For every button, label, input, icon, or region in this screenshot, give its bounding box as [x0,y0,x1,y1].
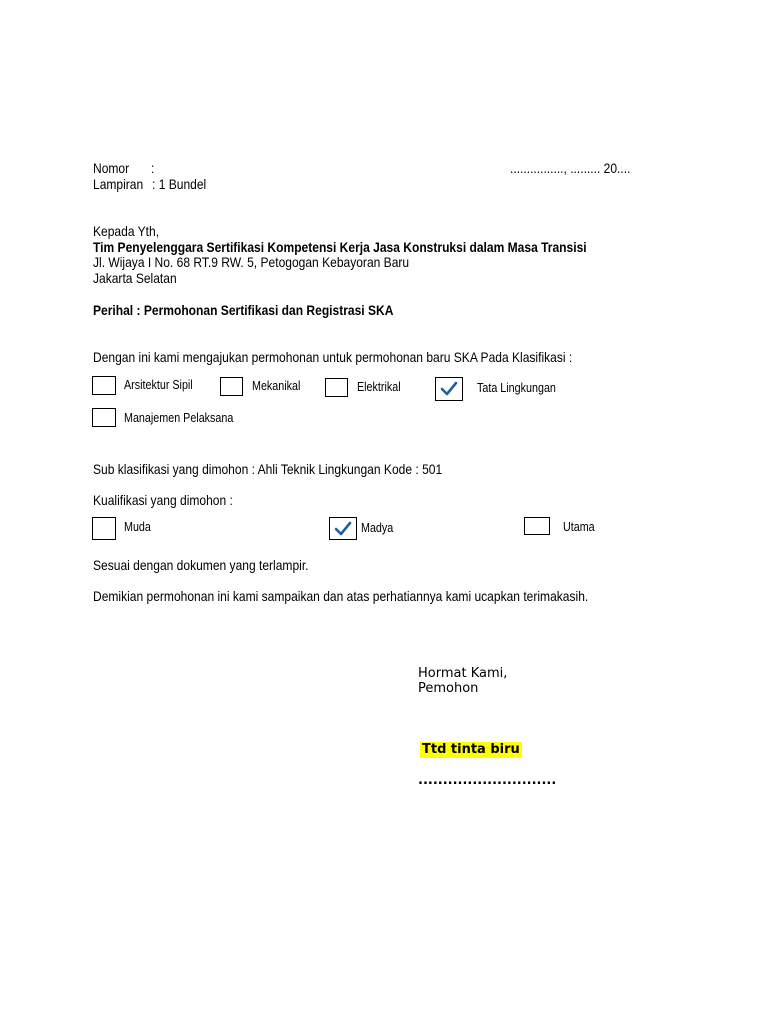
role-text: Pemohon [418,681,479,696]
label-manajemen-pelaksana: Manajemen Pelaksana [124,411,234,425]
attachment-note: Sesuai dengan dokumen yang terlampir. [93,557,309,573]
checkmark-icon [334,521,352,537]
checkmark-icon [440,381,458,397]
checkbox-muda[interactable] [92,517,116,540]
label-utama: Utama [563,520,595,534]
regards-text: Hormat Kami, [418,666,508,681]
checkbox-utama[interactable] [524,517,550,535]
checkbox-manajemen-pelaksana[interactable] [92,408,116,427]
label-elektrikal: Elektrikal [357,380,401,394]
checkbox-madya[interactable] [329,517,357,540]
sub-classification: Sub klasifikasi yang dimohon : Ahli Teknik Lingkungan Kode : 501 [93,461,443,477]
checkbox-arsitektur-sipil[interactable] [92,376,116,395]
date-placeholder: ................, ......... 20.... [510,160,631,176]
qualification-label: Kualifikasi yang dimohon : [93,492,233,508]
ink-note-highlight: Ttd tinta biru [422,742,520,757]
subject-line: Perihal : Permohonan Sertifikasi dan Registrasi SKA [93,302,394,318]
greeting: Kepada Yth, [93,223,160,239]
recipient-name: Tim Penyelenggara Sertifikasi Kompetensi Kerja Jasa Konstruksi dalam Masa Transisi [93,239,587,255]
checkbox-tata-lingkungan[interactable] [435,377,463,401]
closing-text: Demikian permohonan ini kami sampaikan dan atas perhatiannya kami ucapkan terimakasih. [93,588,589,604]
nomor-label: Nomor [93,160,130,176]
lampiran-label: Lampiran [93,176,144,192]
checkbox-elektrikal[interactable] [325,378,348,397]
nomor-colon: : [151,160,155,176]
label-tata-lingkungan: Tata Lingkungan [477,381,556,395]
signature-name-placeholder: ............................ [418,773,557,788]
lampiran-value: : 1 Bundel [152,176,207,192]
intro-text: Dengan ini kami mengajukan permohonan untuk permohonan baru SKA Pada Klasifikasi : [93,349,573,365]
recipient-address-line1: Jl. Wijaya I No. 68 RT.9 RW. 5, Petogogan Kebayoran Baru [93,254,410,270]
label-muda: Muda [124,520,151,534]
recipient-address-line2: Jakarta Selatan [93,270,177,286]
label-mekanikal: Mekanikal [252,379,301,393]
label-arsitektur-sipil: Arsitektur Sipil [124,378,193,392]
label-madya: Madya [361,521,394,535]
checkbox-mekanikal[interactable] [220,377,243,396]
